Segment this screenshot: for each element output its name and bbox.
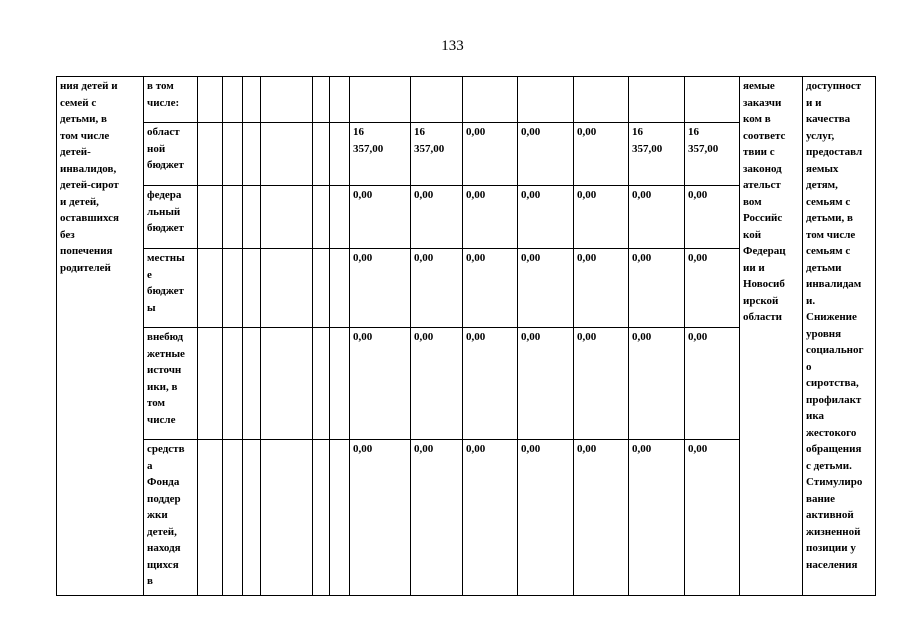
amount-cell: 0,00 bbox=[463, 440, 518, 596]
empty-cell bbox=[243, 77, 261, 123]
amount-cell: 0,00 bbox=[685, 186, 740, 249]
amount-cell: 16 357,00 bbox=[350, 123, 411, 186]
empty-cell bbox=[223, 186, 243, 249]
amount-cell: 0,00 bbox=[463, 123, 518, 186]
empty-cell bbox=[243, 328, 261, 440]
amount-cell: 0,00 bbox=[629, 440, 685, 596]
empty-cell bbox=[223, 77, 243, 123]
amount-cell: 0,00 bbox=[350, 186, 411, 249]
empty-cell bbox=[330, 77, 350, 123]
empty-cell bbox=[243, 186, 261, 249]
empty-cell bbox=[261, 440, 313, 596]
amount-cell: 0,00 bbox=[574, 328, 629, 440]
amount-cell bbox=[350, 77, 411, 123]
empty-cell bbox=[313, 440, 330, 596]
amount-cell: 0,00 bbox=[463, 249, 518, 328]
empty-cell bbox=[198, 186, 223, 249]
empty-cell bbox=[243, 123, 261, 186]
executor-cell: яемые заказчи ком в соответс твии с законод ательст вом Российс кой Федерац ии и Новосиб ирской области bbox=[740, 77, 803, 596]
empty-cell bbox=[223, 123, 243, 186]
amount-cell: 0,00 bbox=[685, 328, 740, 440]
amount-cell: 0,00 bbox=[350, 328, 411, 440]
empty-cell bbox=[261, 328, 313, 440]
program-table bbox=[56, 76, 876, 596]
funding-source-cell: в том числе: bbox=[144, 77, 198, 123]
amount-cell: 0,00 bbox=[350, 249, 411, 328]
empty-cell bbox=[198, 328, 223, 440]
funding-source-cell: област ной бюджет bbox=[144, 123, 198, 186]
amount-cell: 0,00 bbox=[411, 440, 463, 596]
empty-cell bbox=[313, 186, 330, 249]
amount-cell: 0,00 bbox=[518, 123, 574, 186]
amount-cell: 0,00 bbox=[629, 249, 685, 328]
amount-cell: 0,00 bbox=[411, 186, 463, 249]
funding-source-cell: внебюд жетные источн ики, в том числе bbox=[144, 328, 198, 440]
table-row bbox=[57, 77, 876, 123]
amount-cell: 0,00 bbox=[629, 186, 685, 249]
empty-cell bbox=[330, 328, 350, 440]
expected-result-cell: доступност и и качества услуг, предоставл яемых детям, семьям с детьми, в том числе семьям с детьми инвалидам и. Снижение уровня социальног о сиротства, профилакт ика жестокого обращения с детьми. Стимулиро вание активной жизненной позиции у населения bbox=[803, 77, 876, 596]
funding-source-cell: средств а Фонда поддер жки детей, находя щихся в bbox=[144, 440, 198, 596]
funding-source-cell: местны е бюджет ы bbox=[144, 249, 198, 328]
amount-cell: 0,00 bbox=[411, 249, 463, 328]
amount-cell: 0,00 bbox=[518, 440, 574, 596]
empty-cell bbox=[313, 123, 330, 186]
empty-cell bbox=[261, 186, 313, 249]
measure-name-cell: ния детей и семей с детьми, в том числе детей- инвалидов, детей-сирот и детей, oставшихся без попечения родителей bbox=[57, 77, 144, 596]
amount-cell bbox=[629, 77, 685, 123]
amount-cell: 0,00 bbox=[574, 249, 629, 328]
amount-cell: 16 357,00 bbox=[411, 123, 463, 186]
empty-cell bbox=[243, 440, 261, 596]
empty-cell bbox=[243, 249, 261, 328]
empty-cell bbox=[313, 328, 330, 440]
amount-cell: 0,00 bbox=[463, 328, 518, 440]
empty-cell bbox=[261, 77, 313, 123]
empty-cell bbox=[330, 249, 350, 328]
empty-cell bbox=[313, 77, 330, 123]
amount-cell: 0,00 bbox=[629, 328, 685, 440]
amount-cell: 0,00 bbox=[463, 186, 518, 249]
empty-cell bbox=[223, 328, 243, 440]
amount-cell: 0,00 bbox=[411, 328, 463, 440]
amount-cell: 0,00 bbox=[350, 440, 411, 596]
amount-cell bbox=[574, 77, 629, 123]
funding-source-cell: федера льный бюджет bbox=[144, 186, 198, 249]
amount-cell: 0,00 bbox=[518, 186, 574, 249]
empty-cell bbox=[330, 186, 350, 249]
amount-cell bbox=[411, 77, 463, 123]
empty-cell bbox=[198, 77, 223, 123]
empty-cell bbox=[198, 249, 223, 328]
empty-cell bbox=[261, 123, 313, 186]
amount-cell: 16 357,00 bbox=[685, 123, 740, 186]
amount-cell: 0,00 bbox=[574, 123, 629, 186]
amount-cell: 0,00 bbox=[518, 249, 574, 328]
amount-cell: 0,00 bbox=[574, 186, 629, 249]
amount-cell bbox=[463, 77, 518, 123]
empty-cell bbox=[198, 440, 223, 596]
amount-cell: 0,00 bbox=[685, 249, 740, 328]
amount-cell: 0,00 bbox=[518, 328, 574, 440]
empty-cell bbox=[330, 123, 350, 186]
empty-cell bbox=[223, 249, 243, 328]
empty-cell bbox=[261, 249, 313, 328]
amount-cell bbox=[518, 77, 574, 123]
empty-cell bbox=[198, 123, 223, 186]
amount-cell bbox=[685, 77, 740, 123]
empty-cell bbox=[330, 440, 350, 596]
amount-cell: 0,00 bbox=[574, 440, 629, 596]
amount-cell: 0,00 bbox=[685, 440, 740, 596]
page-number: 133 bbox=[441, 38, 464, 54]
amount-cell: 16 357,00 bbox=[629, 123, 685, 186]
empty-cell bbox=[313, 249, 330, 328]
empty-cell bbox=[223, 440, 243, 596]
